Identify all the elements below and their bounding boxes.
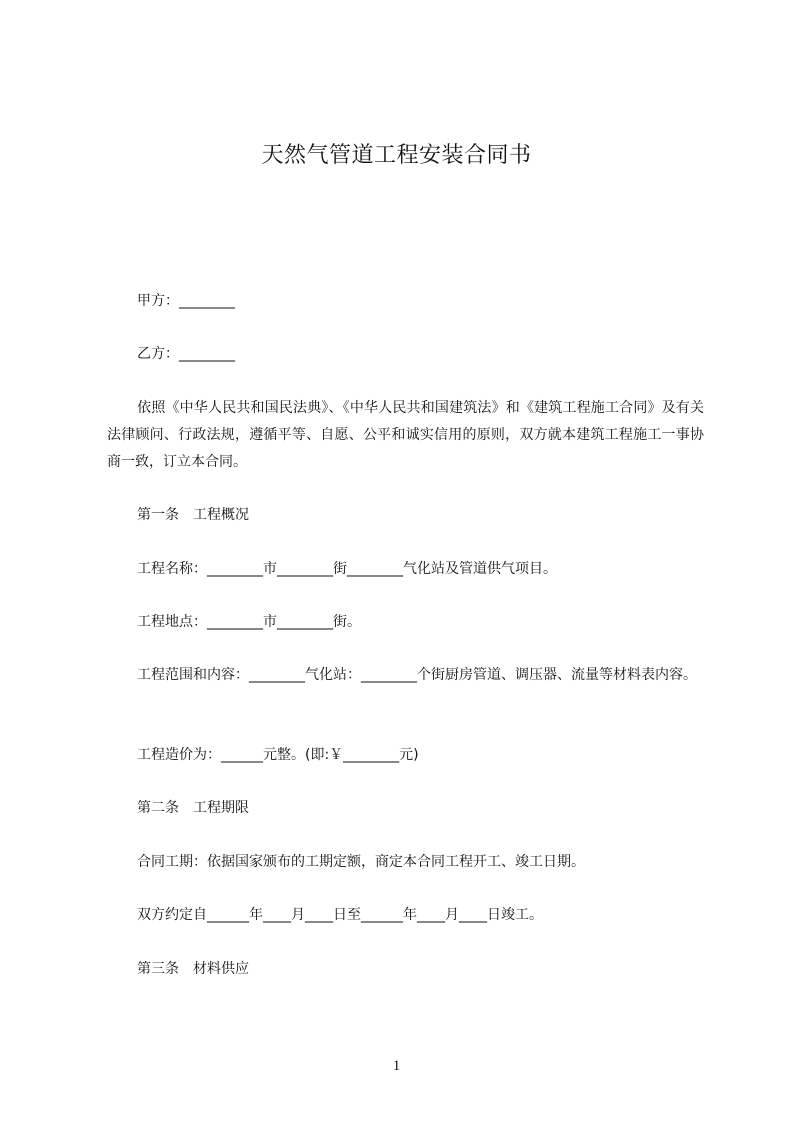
project-name-line: 工程名称：________市________街________气化站及管道供气项目。 (137, 561, 557, 577)
article-1-heading: 第一条 工程概况 (137, 507, 249, 523)
article-3-heading: 第三条 材料供应 (137, 961, 249, 977)
page-number: 1 (392, 1058, 401, 1074)
project-location-line: 工程地点：________市________街。 (137, 614, 361, 630)
agreed-dates-line: 双方约定自______年____月____日至______年____月____日竣工。 (137, 907, 543, 923)
article-2-heading: 第二条 工程期限 (137, 800, 249, 816)
party-b-line: 乙方：________ (137, 346, 235, 362)
preamble-paragraph (107, 395, 704, 476)
preamble-text: 依照《中华人民共和国民法典》、《中华人民共和国建筑法》和《建筑工程施工合同》及有关法律顾问、行政法规，遵循平等、自愿、公平和诚实信用的原则，双方就本建筑工程施工一事协商一致，订立本合同。 (107, 400, 704, 470)
project-cost-line: 工程造价为：______元整。(即:￥________元) (137, 747, 419, 763)
project-scope-text: 工程范围和内容：________气化站：________个街厨房管道、调压器、流量等材料表内容。 (137, 667, 697, 683)
document-title: 天然气管道工程安装合同书 (261, 143, 532, 168)
contract-period-line: 合同工期：依据国家颁布的工期定额，商定本合同工程开工、竣工日期。 (137, 854, 585, 870)
project-scope-paragraph (107, 662, 704, 689)
party-a-line: 甲方：________ (137, 293, 235, 309)
